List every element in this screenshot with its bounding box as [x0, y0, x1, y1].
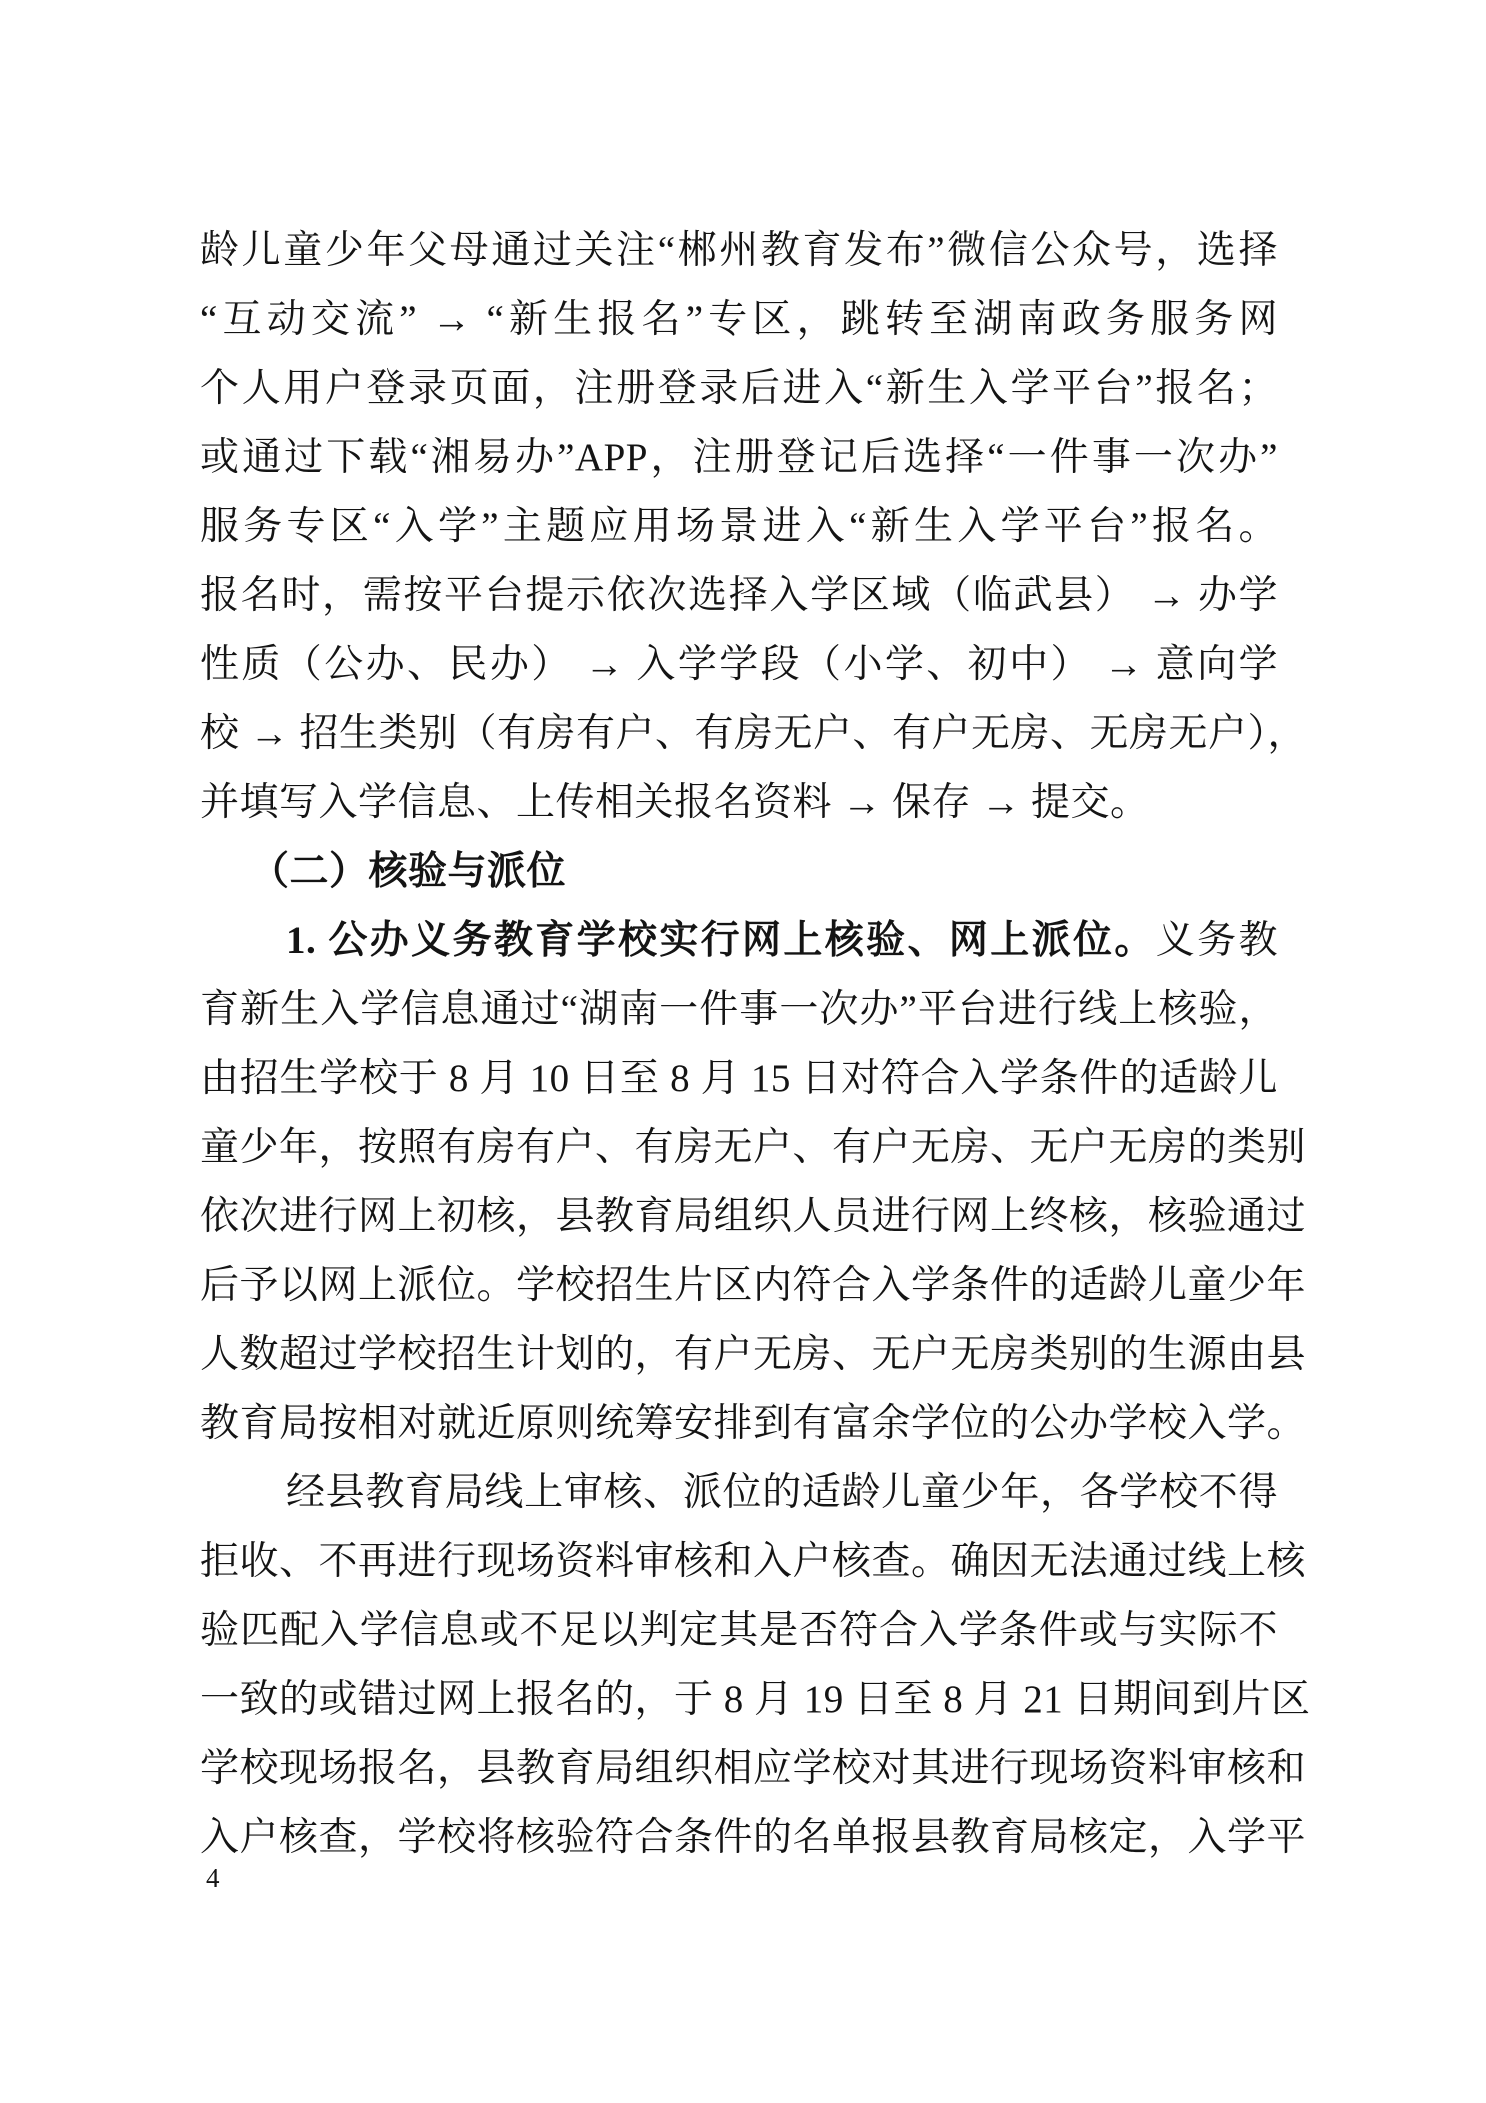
text-line [200, 975, 1278, 1044]
text-run: 个人用户登录页面，注册登录后进入“新生入学平台”报名； [200, 367, 1278, 410]
page-number: 4 [206, 1863, 220, 1893]
text-run: 后予以网上派位。学校招生片区内符合入学条件的适龄儿童少年 [200, 1264, 1307, 1307]
text-line [200, 1458, 1278, 1527]
text-line [200, 285, 1278, 354]
text-line [200, 216, 1278, 285]
text-run: 或通过下载“湘易办”APP，注册登记后选择“一件事一次办” [200, 436, 1278, 479]
text-line [200, 1251, 1307, 1320]
text-run: 学校现场报名，县教育局组织相应学校对其进行现场资料审核和 [200, 1747, 1307, 1790]
text-run: 校 → 招生类别（有房有户、有房无户、有户无房、无房无户）， [200, 712, 1308, 755]
text-line [200, 768, 1278, 837]
text-line [200, 906, 1278, 975]
text-run: 义务教 [1155, 919, 1278, 962]
text-line [200, 1665, 1311, 1734]
text-line [200, 354, 1278, 423]
text-run: 入户核查，学校将核验符合条件的名单报县教育局核定，入学平 [200, 1816, 1307, 1859]
text-run: 由招生学校于 8 月 10 日至 8 月 15 日对符合入学条件的适龄儿 [200, 1057, 1278, 1100]
text-line [200, 1320, 1307, 1389]
text-run: 服务专区“入学”主题应用场景进入“新生入学平台”报名。 [200, 505, 1278, 548]
document-body [200, 216, 1311, 1872]
text-line [200, 1527, 1307, 1596]
text-line [200, 561, 1278, 630]
bold-text-run: 1. 公办义务教育学校实行网上核验、网上派位。 [286, 919, 1156, 962]
text-run: 童少年，按照有房有户、有房无户、有户无房、无户无房的类别 [200, 1126, 1307, 1169]
text-line [200, 423, 1278, 492]
bold-text-run: （二）核验与派位 [250, 850, 567, 893]
text-run: 龄儿童少年父母通过关注“郴州教育发布”微信公众号，选择 [200, 229, 1278, 272]
text-line [200, 492, 1278, 561]
text-line [200, 1596, 1278, 1665]
text-line [200, 1389, 1307, 1458]
text-line [200, 699, 1308, 768]
text-run: 并填写入学信息、上传相关报名资料 → 保存 → 提交。 [200, 781, 1150, 824]
text-line [200, 1113, 1307, 1182]
text-run: 依次进行网上初核，县教育局组织人员进行网上终核，核验通过 [200, 1195, 1307, 1238]
text-line [200, 1803, 1307, 1872]
text-run: 报名时，需按平台提示依次选择入学区域（临武县） → 办学 [200, 574, 1278, 617]
text-run: 性质（公办、民办） → 入学学段（小学、初中） → 意向学 [200, 643, 1278, 686]
text-run: 一致的或错过网上报名的，于 8 月 19 日至 8 月 21 日期间到片区 [200, 1678, 1311, 1721]
text-line [200, 1182, 1307, 1251]
text-run: 育新生入学信息通过“湖南一件事一次办”平台进行线上核验， [200, 988, 1278, 1031]
text-run: 拒收、不再进行现场资料审核和入户核查。确因无法通过线上核 [200, 1540, 1307, 1583]
text-run: 经县教育局线上审核、派位的适龄儿童少年，各学校不得 [286, 1471, 1278, 1514]
text-run: “互动交流” → “新生报名”专区，跳转至湖南政务服务网 [200, 298, 1278, 341]
text-line [200, 1734, 1307, 1803]
text-run: 教育局按相对就近原则统筹安排到有富余学位的公办学校入学。 [200, 1402, 1307, 1445]
text-run: 验匹配入学信息或不足以判定其是否符合入学条件或与实际不 [200, 1609, 1278, 1652]
text-line [200, 630, 1278, 699]
text-line [200, 1044, 1278, 1113]
text-run: 人数超过学校招生计划的，有户无房、无户无房类别的生源由县 [200, 1333, 1307, 1376]
text-line [200, 837, 1278, 906]
